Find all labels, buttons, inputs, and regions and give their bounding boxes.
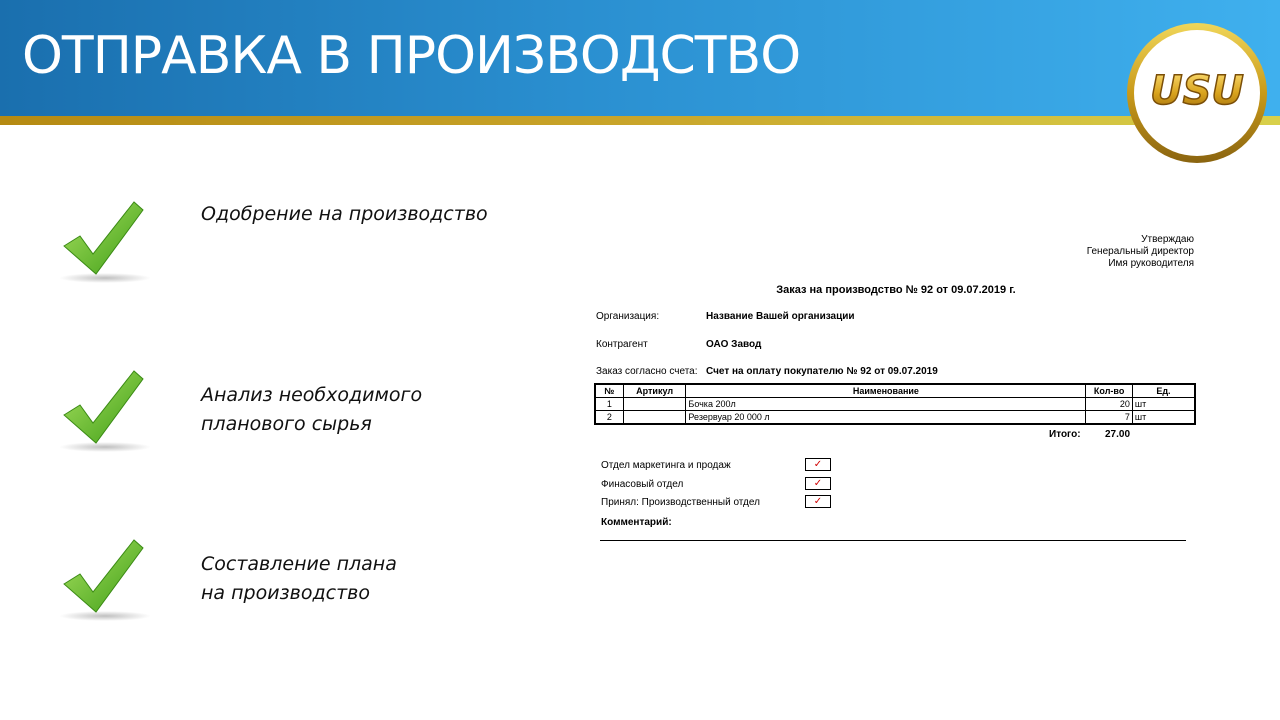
checkmark-icon xyxy=(50,538,160,628)
table-cell: 7 xyxy=(1086,411,1132,425)
signoff-checkbox[interactable] xyxy=(805,477,831,490)
table-cell xyxy=(623,398,686,411)
invoice-value: Счет на оплату покупателю № 92 от 09.07.2019 xyxy=(706,366,938,377)
signoff-checkbox[interactable] xyxy=(805,458,831,471)
logo-text: USU xyxy=(1150,68,1244,114)
total-label: Итого: xyxy=(1049,429,1081,440)
document-title: Заказ на производство № 92 от 09.07.2019 г. xyxy=(776,284,1016,296)
total-value: 27.00 xyxy=(1105,429,1131,440)
step-line: планового сырья xyxy=(201,413,372,435)
table-cell: Бочка 200л xyxy=(686,398,1086,411)
column-header: Наименование xyxy=(686,384,1086,398)
checkmark-icon xyxy=(50,369,160,459)
table-row xyxy=(595,411,1195,425)
counterparty-label: Контрагент xyxy=(596,339,648,350)
counterparty-value: ОАО Завод xyxy=(706,339,762,350)
table-row xyxy=(595,398,1195,411)
comment-line xyxy=(600,540,1186,541)
step-line: Анализ необходимого xyxy=(201,384,423,406)
checkmark-icon: ✓ xyxy=(813,459,823,470)
header-gold-stripe xyxy=(0,116,1280,125)
approval-line: Имя руководителя xyxy=(1108,258,1194,269)
production-order-document xyxy=(586,228,1206,558)
table-cell: 1 xyxy=(595,398,623,411)
checkmark-icon xyxy=(50,200,160,290)
table-header-row xyxy=(595,384,1195,398)
signoff-label: Отдел маркетинга и продаж xyxy=(601,460,731,471)
step-item xyxy=(50,369,610,489)
invoice-label: Заказ согласно счета: xyxy=(596,366,698,377)
step-text xyxy=(201,200,488,229)
table-cell: Резервуар 20 000 л xyxy=(686,411,1086,425)
table-cell: 20 xyxy=(1086,398,1132,411)
table-cell: шт xyxy=(1132,411,1195,425)
usu-logo xyxy=(1124,20,1270,166)
column-header: Артикул xyxy=(623,384,686,398)
slide-title: ОТПРАВКА В ПРОИЗВОДСТВО xyxy=(22,26,801,86)
step-text xyxy=(201,550,397,608)
column-header: № xyxy=(595,384,623,398)
step-line: Одобрение на производство xyxy=(201,203,488,225)
signoff-label: Финасовый отдел xyxy=(601,479,684,490)
comment-label: Комментарий: xyxy=(601,517,672,528)
approval-line: Утверждаю xyxy=(1141,234,1194,245)
column-header: Ед. xyxy=(1132,384,1195,398)
signoff-label: Принял: Производственный отдел xyxy=(601,497,760,508)
signoff-checkbox[interactable] xyxy=(805,495,831,508)
step-item xyxy=(50,200,610,320)
table-cell: 2 xyxy=(595,411,623,425)
step-line: на производство xyxy=(201,582,370,604)
organization-value: Название Вашей организации xyxy=(706,311,855,322)
approval-line: Генеральный директор xyxy=(1086,246,1194,257)
checkmark-icon: ✓ xyxy=(813,478,823,489)
table-cell: шт xyxy=(1132,398,1195,411)
approval-block xyxy=(1087,234,1194,270)
items-table xyxy=(594,383,1196,425)
step-line: Составление плана xyxy=(201,553,397,575)
step-item xyxy=(50,538,610,658)
table-cell xyxy=(623,411,686,425)
step-text xyxy=(201,381,422,439)
column-header: Кол-во xyxy=(1086,384,1132,398)
checkmark-icon: ✓ xyxy=(813,496,823,507)
organization-label: Организация: xyxy=(596,311,660,322)
